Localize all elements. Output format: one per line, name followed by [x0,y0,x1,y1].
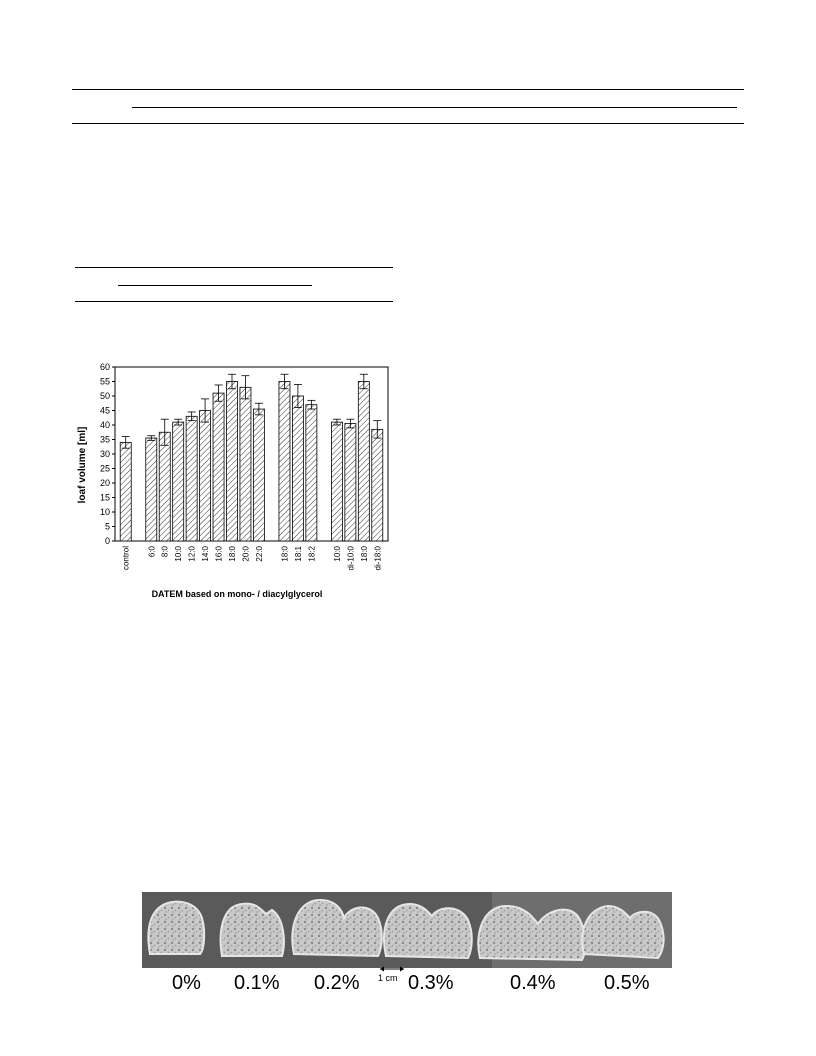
bar-9 [253,409,264,541]
photo-label-3: 0.3% [408,972,454,994]
photo-labels [142,968,672,998]
bar-5 [200,411,211,542]
photo-label-4: 0.4% [510,972,556,994]
bread-slice-0 [148,902,204,954]
y-axis-label: loaf volume [ml] [77,426,88,504]
x-tick-label-7: 18:0 [227,546,237,562]
bar-7 [226,382,237,542]
x-tick-label-4: 12:0 [187,546,197,562]
bread-slice-4 [478,906,585,960]
x-tick-label-2: 8:0 [160,546,170,558]
photo-label-0: 0% [172,972,201,994]
bar-3 [173,422,184,541]
bread-slice-3 [384,904,472,958]
bar-4 [186,416,197,541]
table2-top-rule [75,267,393,268]
photo-label-1: 0.1% [234,972,280,994]
x-tick-label-14: di-10:0 [346,546,356,571]
y-tick-label-6: 30 [99,449,110,459]
bar-10 [279,382,290,542]
bar-0 [120,442,131,541]
x-tick-label-9: 22:0 [254,546,264,562]
bread-slice-5 [582,906,663,958]
x-tick-label-11: 18:1 [293,546,303,562]
x-tick-label-12: 18:2 [307,546,317,562]
x-tick-label-3: 10:0 [174,546,184,562]
y-tick-label-3: 15 [99,492,110,503]
table2-mid-rule [75,301,393,302]
bar-1 [146,438,157,541]
y-tick-label-7: 35 [99,434,110,445]
y-tick-label-11: 55 [99,376,110,387]
x-tick-label-15: 18:0 [359,546,369,562]
loaf-volume-chart [75,355,395,605]
y-tick-label-12: 60 [99,362,110,372]
bar-14 [345,424,356,541]
x-tick-label-8: 20:0 [241,546,251,562]
y-tick-label-1: 5 [104,521,110,532]
bar-6 [213,393,224,541]
table-top-rule [72,89,744,90]
bar-16 [372,429,383,541]
y-tick-label-0: 0 [104,536,110,546]
y-tick-label-8: 40 [99,420,110,430]
scale-bar-label: 1 cm [378,973,398,983]
bread-slice-2 [292,900,382,956]
bar-13 [331,422,342,541]
y-tick-label-10: 50 [99,391,110,401]
x-tick-label-13: 10:0 [332,546,342,562]
y-tick-label-5: 25 [99,463,110,474]
photo-label-2: 0.2% [314,972,360,994]
table-header-subrule [132,107,737,108]
x-tick-label-10: 18:0 [280,546,290,562]
bread-slices-photo [142,892,672,968]
x-axis-label: DATEM based on mono- / diacylglycerol [151,589,323,599]
bar-11 [292,396,303,541]
photo-label-5: 0.5% [604,972,650,994]
table-mid-rule [72,123,744,124]
x-tick-label-5: 14:0 [201,546,211,562]
bar-2 [159,432,170,541]
x-tick-label-6: 16:0 [214,546,224,562]
y-tick-label-2: 10 [99,507,110,517]
bar-12 [306,405,317,541]
y-tick-label-4: 20 [99,478,110,488]
bar-8 [240,387,251,541]
table2-header-subrule [118,285,312,286]
bar-15 [358,382,369,542]
y-tick-label-9: 45 [99,405,110,416]
x-tick-label-1: 6:0 [147,546,157,558]
bread-slice-1 [221,904,284,956]
x-tick-label-16: di-18:0 [373,546,383,571]
x-tick-label-0: control [121,546,131,571]
